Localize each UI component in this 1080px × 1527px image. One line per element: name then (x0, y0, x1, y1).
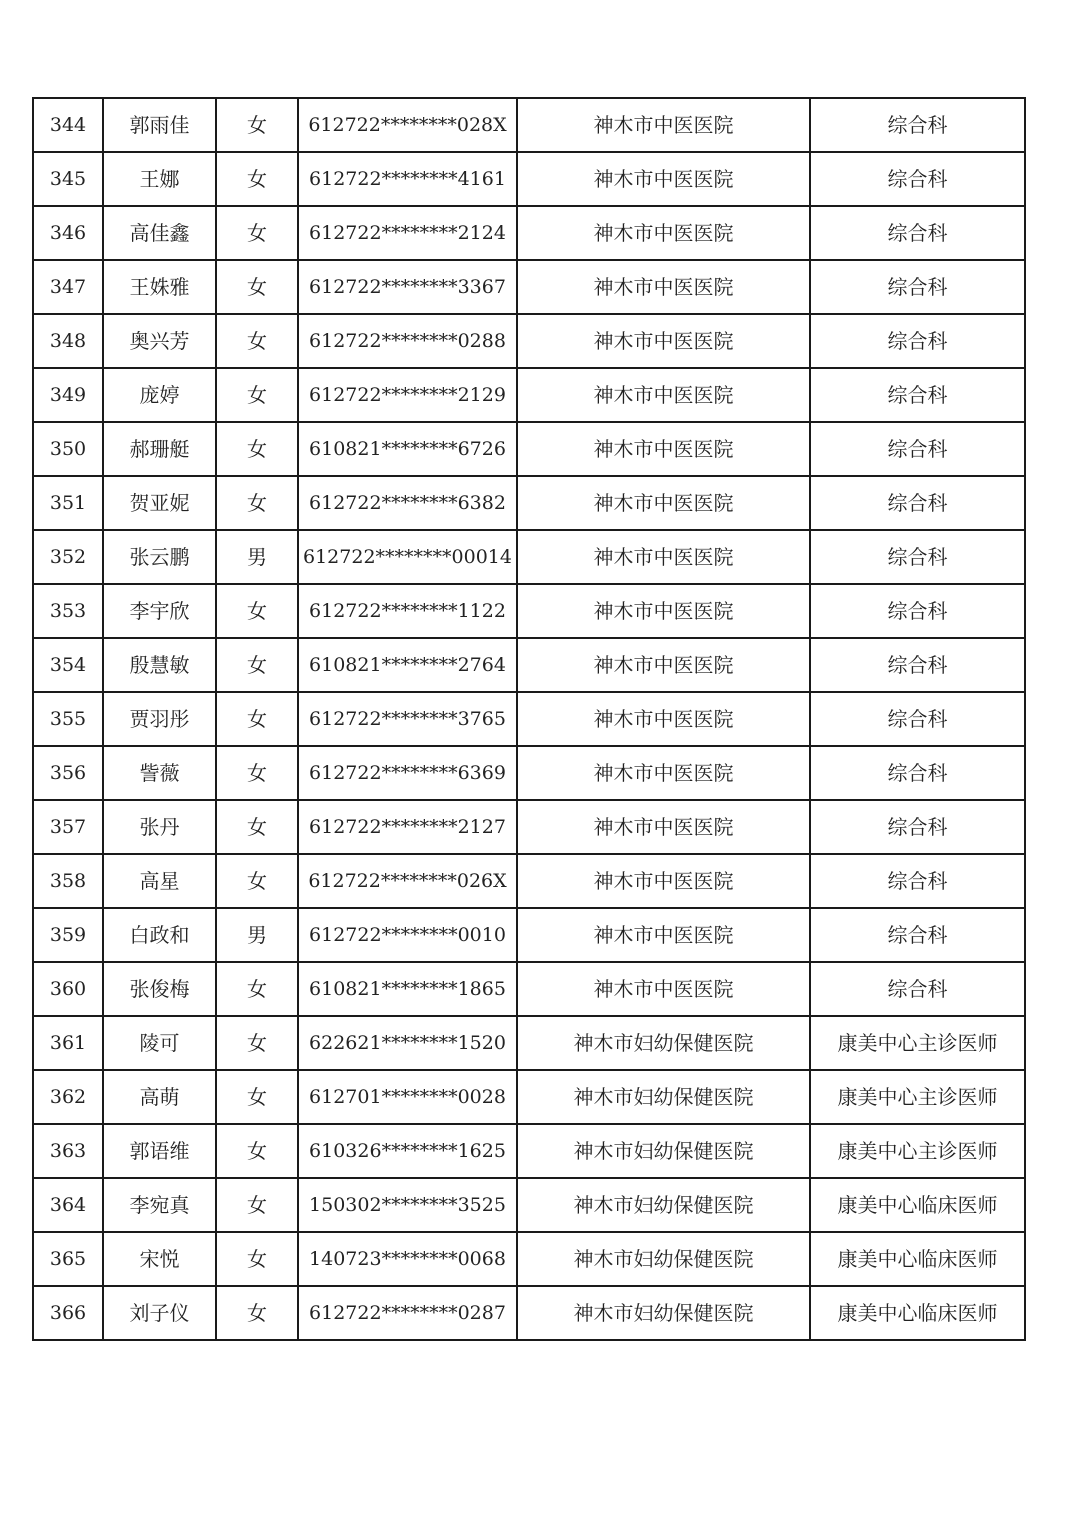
department-cell: 综合科 (810, 692, 1025, 746)
row-number-cell: 366 (33, 1286, 103, 1340)
gender-cell: 女 (216, 638, 298, 692)
table-row (33, 476, 1025, 530)
gender-cell: 女 (216, 368, 298, 422)
name-cell: 奥兴芳 (103, 314, 216, 368)
name-cell: 贾羽彤 (103, 692, 216, 746)
gender-cell: 女 (216, 206, 298, 260)
row-number-cell: 344 (33, 98, 103, 152)
row-number-cell: 355 (33, 692, 103, 746)
table-row (33, 206, 1025, 260)
department-cell: 综合科 (810, 800, 1025, 854)
roster-table (32, 97, 1026, 1341)
department-cell: 综合科 (810, 260, 1025, 314)
table-row (33, 368, 1025, 422)
department-cell: 康美中心临床医师 (810, 1286, 1025, 1340)
table-row (33, 260, 1025, 314)
table-row (33, 1016, 1025, 1070)
name-cell: 白政和 (103, 908, 216, 962)
department-cell: 综合科 (810, 206, 1025, 260)
name-cell: 张云鹏 (103, 530, 216, 584)
table-row (33, 422, 1025, 476)
row-number-cell: 348 (33, 314, 103, 368)
row-number-cell: 351 (33, 476, 103, 530)
department-cell: 综合科 (810, 746, 1025, 800)
table-row (33, 908, 1025, 962)
name-cell: 陵可 (103, 1016, 216, 1070)
id-number-cell: 150302********3525 (298, 1178, 517, 1232)
department-cell: 综合科 (810, 98, 1025, 152)
id-number-cell: 140723********0068 (298, 1232, 517, 1286)
id-number-cell: 612722********0288 (298, 314, 517, 368)
name-cell: 王娜 (103, 152, 216, 206)
department-cell: 康美中心临床医师 (810, 1178, 1025, 1232)
hospital-cell: 神木市中医医院 (517, 206, 810, 260)
table-row (33, 1124, 1025, 1178)
department-cell: 康美中心主诊医师 (810, 1070, 1025, 1124)
table-row (33, 1286, 1025, 1340)
id-number-cell: 612722********6369 (298, 746, 517, 800)
row-number-cell: 345 (33, 152, 103, 206)
department-cell: 综合科 (810, 854, 1025, 908)
hospital-cell: 神木市中医医院 (517, 908, 810, 962)
department-cell: 综合科 (810, 152, 1025, 206)
id-number-cell: 612722********3765 (298, 692, 517, 746)
gender-cell: 女 (216, 1232, 298, 1286)
department-cell: 综合科 (810, 422, 1025, 476)
name-cell: 李宇欣 (103, 584, 216, 638)
department-cell: 综合科 (810, 584, 1025, 638)
name-cell: 郝珊艇 (103, 422, 216, 476)
gender-cell: 女 (216, 1178, 298, 1232)
gender-cell: 女 (216, 692, 298, 746)
id-number-cell: 612722********1122 (298, 584, 517, 638)
id-number-cell: 612722********3367 (298, 260, 517, 314)
table-row (33, 1232, 1025, 1286)
hospital-cell: 神木市中医医院 (517, 692, 810, 746)
table-row (33, 314, 1025, 368)
department-cell: 综合科 (810, 476, 1025, 530)
gender-cell: 女 (216, 422, 298, 476)
department-cell: 综合科 (810, 314, 1025, 368)
gender-cell: 女 (216, 962, 298, 1016)
name-cell: 张丹 (103, 800, 216, 854)
id-number-cell: 612722********2127 (298, 800, 517, 854)
gender-cell: 女 (216, 800, 298, 854)
name-cell: 郭语维 (103, 1124, 216, 1178)
row-number-cell: 359 (33, 908, 103, 962)
hospital-cell: 神木市中医医院 (517, 746, 810, 800)
name-cell: 李宛真 (103, 1178, 216, 1232)
hospital-cell: 神木市中医医院 (517, 314, 810, 368)
id-number-cell: 612722********2129 (298, 368, 517, 422)
id-number-cell: 612722********0287 (298, 1286, 517, 1340)
gender-cell: 女 (216, 152, 298, 206)
gender-cell: 女 (216, 314, 298, 368)
id-number-cell: 610821********2764 (298, 638, 517, 692)
id-number-cell: 610326********1625 (298, 1124, 517, 1178)
row-number-cell: 352 (33, 530, 103, 584)
name-cell: 庞婷 (103, 368, 216, 422)
gender-cell: 女 (216, 584, 298, 638)
gender-cell: 女 (216, 746, 298, 800)
gender-cell: 男 (216, 908, 298, 962)
hospital-cell: 神木市中医医院 (517, 530, 810, 584)
row-number-cell: 364 (33, 1178, 103, 1232)
hospital-cell: 神木市中医医院 (517, 368, 810, 422)
id-number-cell: 622621********1520 (298, 1016, 517, 1070)
name-cell: 訾薇 (103, 746, 216, 800)
row-number-cell: 357 (33, 800, 103, 854)
department-cell: 康美中心临床医师 (810, 1232, 1025, 1286)
department-cell: 综合科 (810, 908, 1025, 962)
department-cell: 康美中心主诊医师 (810, 1124, 1025, 1178)
roster-table-body (33, 98, 1025, 1340)
row-number-cell: 360 (33, 962, 103, 1016)
hospital-cell: 神木市中医医院 (517, 98, 810, 152)
department-cell: 综合科 (810, 368, 1025, 422)
hospital-cell: 神木市中医医院 (517, 584, 810, 638)
id-number-cell: 612722********026X (298, 854, 517, 908)
table-row (33, 530, 1025, 584)
name-cell: 高佳鑫 (103, 206, 216, 260)
gender-cell: 女 (216, 1070, 298, 1124)
name-cell: 王姝雅 (103, 260, 216, 314)
row-number-cell: 358 (33, 854, 103, 908)
table-row (33, 962, 1025, 1016)
row-number-cell: 347 (33, 260, 103, 314)
id-number-cell: 612722********6382 (298, 476, 517, 530)
table-row (33, 98, 1025, 152)
gender-cell: 女 (216, 1124, 298, 1178)
row-number-cell: 353 (33, 584, 103, 638)
department-cell: 综合科 (810, 530, 1025, 584)
name-cell: 刘子仪 (103, 1286, 216, 1340)
hospital-cell: 神木市妇幼保健医院 (517, 1286, 810, 1340)
hospital-cell: 神木市中医医院 (517, 260, 810, 314)
gender-cell: 女 (216, 1016, 298, 1070)
id-number-cell: 612701********0028 (298, 1070, 517, 1124)
row-number-cell: 362 (33, 1070, 103, 1124)
name-cell: 郭雨佳 (103, 98, 216, 152)
department-cell: 综合科 (810, 638, 1025, 692)
row-number-cell: 349 (33, 368, 103, 422)
hospital-cell: 神木市妇幼保健医院 (517, 1232, 810, 1286)
name-cell: 高星 (103, 854, 216, 908)
name-cell: 贺亚妮 (103, 476, 216, 530)
row-number-cell: 350 (33, 422, 103, 476)
id-number-cell: 612722********00014 (298, 530, 517, 584)
id-number-cell: 612722********4161 (298, 152, 517, 206)
gender-cell: 女 (216, 854, 298, 908)
table-row (33, 1178, 1025, 1232)
table-row (33, 152, 1025, 206)
hospital-cell: 神木市中医医院 (517, 962, 810, 1016)
gender-cell: 女 (216, 98, 298, 152)
row-number-cell: 356 (33, 746, 103, 800)
gender-cell: 男 (216, 530, 298, 584)
table-row (33, 692, 1025, 746)
table-row (33, 800, 1025, 854)
gender-cell: 女 (216, 260, 298, 314)
row-number-cell: 365 (33, 1232, 103, 1286)
id-number-cell: 612722********2124 (298, 206, 517, 260)
row-number-cell: 354 (33, 638, 103, 692)
name-cell: 高萌 (103, 1070, 216, 1124)
id-number-cell: 610821********1865 (298, 962, 517, 1016)
table-row (33, 638, 1025, 692)
row-number-cell: 361 (33, 1016, 103, 1070)
hospital-cell: 神木市中医医院 (517, 422, 810, 476)
department-cell: 康美中心主诊医师 (810, 1016, 1025, 1070)
hospital-cell: 神木市妇幼保健医院 (517, 1178, 810, 1232)
name-cell: 张俊梅 (103, 962, 216, 1016)
hospital-cell: 神木市中医医院 (517, 800, 810, 854)
name-cell: 宋悦 (103, 1232, 216, 1286)
id-number-cell: 612722********0010 (298, 908, 517, 962)
hospital-cell: 神木市妇幼保健医院 (517, 1070, 810, 1124)
name-cell: 殷慧敏 (103, 638, 216, 692)
table-row (33, 584, 1025, 638)
hospital-cell: 神木市中医医院 (517, 854, 810, 908)
hospital-cell: 神木市妇幼保健医院 (517, 1016, 810, 1070)
department-cell: 综合科 (810, 962, 1025, 1016)
hospital-cell: 神木市中医医院 (517, 152, 810, 206)
hospital-cell: 神木市中医医院 (517, 476, 810, 530)
gender-cell: 女 (216, 1286, 298, 1340)
hospital-cell: 神木市中医医院 (517, 638, 810, 692)
id-number-cell: 612722********028X (298, 98, 517, 152)
hospital-cell: 神木市妇幼保健医院 (517, 1124, 810, 1178)
id-number-cell: 610821********6726 (298, 422, 517, 476)
table-row (33, 854, 1025, 908)
gender-cell: 女 (216, 476, 298, 530)
row-number-cell: 363 (33, 1124, 103, 1178)
table-row (33, 1070, 1025, 1124)
row-number-cell: 346 (33, 206, 103, 260)
table-row (33, 746, 1025, 800)
